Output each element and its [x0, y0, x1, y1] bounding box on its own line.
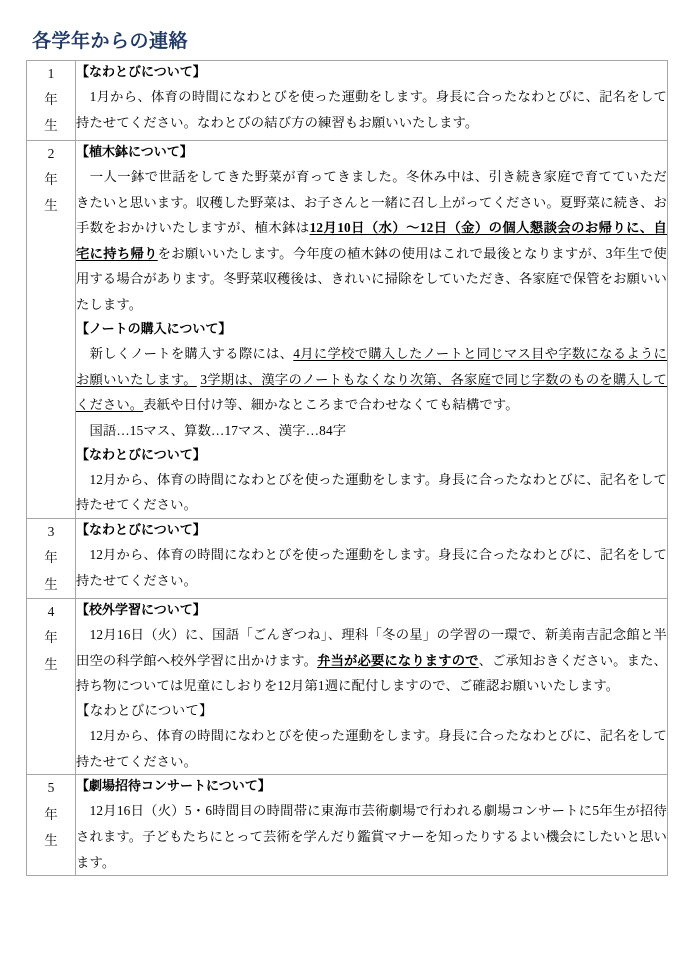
text-run-underline: 4月に学校で購入したノートと同じマス目や字数になるようにお願いいたします。 — [76, 345, 667, 387]
grade-char: 生 — [44, 198, 58, 214]
grade-char: 年 — [44, 172, 58, 188]
grade-body-4 — [76, 598, 668, 774]
section-heading: 【なわとびについて】 — [76, 447, 206, 463]
grade-label-1 — [27, 60, 76, 140]
section-heading: 【劇場招待コンサートについて】 — [76, 779, 271, 795]
section-heading: 【校外学習について】 — [76, 602, 206, 618]
table-row — [27, 775, 668, 876]
grade-char: 5 — [47, 780, 55, 796]
grade-label-3 — [27, 518, 76, 598]
grade-char: 生 — [44, 832, 58, 848]
grade-char: 生 — [44, 118, 58, 134]
grade-char: 年 — [44, 550, 58, 566]
text-run: 新しくノートを購入する際には、 — [76, 345, 294, 361]
grade-char: 2 — [47, 145, 55, 161]
page-title: 各学年からの連絡 — [32, 30, 189, 52]
text-run: をお願いいたします。今年度の植木鉢の使用はこれで最後となりますが、3年生で使用する場合があります。冬野菜収穫後は、きれいに掃除をしていただき、各家庭で保管をお願いいたします。 — [76, 245, 667, 313]
section-paragraph — [76, 341, 667, 418]
text-run-emphasis: 弁当が必要になりますので — [317, 652, 479, 668]
grade-char: 年 — [44, 630, 58, 646]
text-run: 表紙や日付け等、細かなところまで合わせなくても結構です。 — [143, 397, 519, 413]
grade-body-3 — [76, 518, 668, 598]
text-run: 、ご承知おきください。また、持ち物については児童にしおりを12月第1週に配付しますので、ご確認お願いいたします。 — [76, 652, 667, 694]
grade-char: 生 — [44, 656, 58, 672]
section-nawatobi — [76, 444, 667, 518]
section-extra-line: 国語…15マス、算数…17マス、漢字…84字 — [76, 422, 347, 438]
grade-char: 生 — [44, 576, 58, 592]
section-heading: 【なわとびについて】 — [76, 64, 206, 80]
section-heading: 【なわとびについて】 — [76, 703, 213, 719]
text-run-emphasis: 12月10日（水）〜12日（金）の個人懇談会のお帰りに、自宅に持ち帰り — [76, 220, 667, 261]
section-paragraph: 12月から、体育の時間になわとびを使った運動をします。身長に合ったなわとびに、記名をして持たせてください。 — [76, 471, 667, 513]
grade-body-5 — [76, 775, 668, 876]
section-note-purchase — [76, 318, 667, 444]
text-run: 12月16日（火）に、国語「ごんぎつね」、理科「冬の星」の学習の一環で、新美南吉記念館と半田空の科学館へ校外学習に出かけます。 — [76, 627, 667, 668]
section — [76, 519, 667, 593]
section-nawatobi — [76, 699, 667, 774]
section-paragraph: 12月から、体育の時間になわとびを使った運動をします。身長に合ったなわとびに、記名をして持たせてください。 — [76, 728, 667, 769]
text-run: 一人一鉢で世話をしてきた野菜が育ってきました。冬休み中は、引き続き家庭で育てていただきたいと思います。収穫した野菜は、お子さんと一緒に召し上がってください。夏野菜に続き、お手数をおかけいたしますが、植木鉢は — [76, 168, 667, 236]
section-field-trip — [76, 599, 667, 699]
section-heading: 【なわとびについて】 — [76, 522, 206, 538]
grade-label-2 — [27, 140, 76, 518]
section — [76, 61, 667, 135]
table-row — [27, 518, 668, 598]
text-run-underline: 3学期は、漢字のノートもなくなり次第、各家庭で同じ字数のものを購入してください。 — [76, 371, 668, 413]
section-concert — [76, 775, 667, 875]
section-heading: 【植木鉢について】 — [76, 144, 193, 160]
grade-body-2 — [76, 140, 668, 518]
grade-char: 1 — [47, 65, 55, 81]
section-paragraph — [76, 164, 667, 318]
section-paragraph: 12月から、体育の時間になわとびを使った運動をします。身長に合ったなわとびに、記名をして持たせてください。 — [76, 547, 667, 588]
table-row — [27, 598, 668, 774]
section-paragraph: 12月16日（火）5・6時間目の時間帯に東海市芸術劇場で行われる劇場コンサートに5年生が招待されます。子どもたちにとって芸術を学んだり鑑賞マナーを知ったりするよい機会にしたいと思います。 — [76, 803, 667, 870]
grade-label-5 — [27, 775, 76, 876]
grade-char: 3 — [47, 523, 55, 539]
section-heading: 【ノートの購入について】 — [76, 321, 232, 337]
grade-label-4 — [27, 598, 76, 774]
grade-body-1 — [76, 60, 668, 140]
grade-char: 年 — [44, 806, 58, 822]
table-row — [27, 60, 668, 140]
table-row — [27, 140, 668, 518]
section-uekibachi — [76, 141, 667, 318]
section-paragraph: 1月から、体育の時間になわとびを使った運動をします。身長に合ったなわとびに、記名をして持たせてください。なわとびの結び方の練習もお願いいたします。 — [76, 88, 667, 130]
grades-table — [26, 60, 668, 877]
grade-char: 年 — [44, 92, 58, 108]
grade-char: 4 — [47, 603, 55, 619]
section-paragraph — [76, 622, 667, 699]
